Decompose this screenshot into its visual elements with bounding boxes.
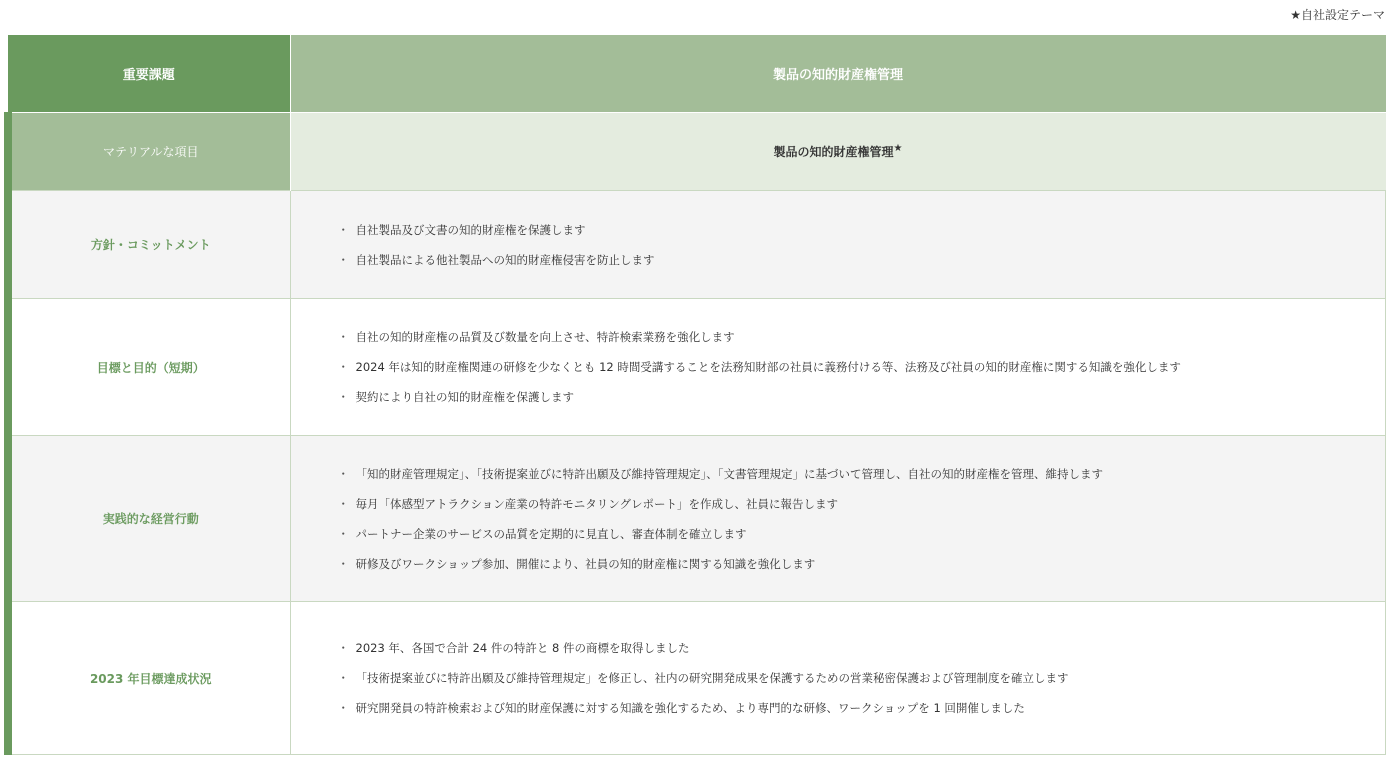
table-row bbox=[8, 299, 1386, 436]
row-content-policy bbox=[290, 191, 1386, 299]
list-item: ・ 自社製品及び文書の知的財産権を保護します bbox=[341, 215, 1386, 245]
row-label-actions: 実践的な経営行動 bbox=[8, 436, 290, 602]
row-label-achievement: 2023 年目標達成状況 bbox=[8, 602, 290, 755]
subheader-cell-material-item: マテリアルな項目 bbox=[8, 113, 290, 191]
header-cell-key-issue: 重要課題 bbox=[8, 35, 290, 113]
bullet-list bbox=[341, 633, 1386, 723]
list-item: ・ 契約により自社の知的財産権を保護します bbox=[341, 382, 1386, 412]
list-item: ・ 2023 年、各国で合計 24 件の特許と 8 件の商標を取得しました bbox=[341, 633, 1386, 663]
row-label-policy: 方針・コミットメント bbox=[8, 191, 290, 299]
custom-theme-note: ★自社設定テーマ bbox=[1290, 8, 1385, 22]
list-item: ・ 研究開発員の特許検索および知的財産保護に対する知識を強化するため、より専門的な研修、ワークショップを 1 回開催しました bbox=[341, 693, 1386, 723]
custom-theme-star: ★ bbox=[893, 143, 903, 154]
row-content-goals bbox=[290, 299, 1386, 436]
table-row bbox=[8, 436, 1386, 602]
list-item: ・ 2024 年は知的財産権関連の研修を少なくとも 12 時間受講することを法務知財部の社員に義務付ける等、法務及び社員の知的財産権に関する知識を強化します bbox=[341, 352, 1386, 382]
row-content-achievement bbox=[290, 602, 1386, 755]
row-content-actions bbox=[290, 436, 1386, 602]
table-row bbox=[8, 602, 1386, 755]
bullet-list bbox=[341, 215, 1386, 275]
row-label-goals: 目標と目的（短期） bbox=[8, 299, 290, 436]
table-subheader-row bbox=[8, 113, 1386, 191]
list-item: ・ 「知的財産管理規定」、「技術提案並びに特許出願及び維持管理規定」、「文書管理規定」に基づいて管理し、自社の知的財産権を管理、維持します bbox=[341, 459, 1386, 489]
list-item: ・ 自社の知的財産権の品質及び数量を向上させ、特許検索業務を強化します bbox=[341, 322, 1386, 352]
subheader-cell-material-topic bbox=[290, 113, 1386, 191]
material-topic-label: 製品の知的財産権管理 bbox=[773, 145, 894, 159]
header-cell-topic: 製品の知的財産権管理 bbox=[290, 35, 1386, 113]
list-item: ・ 「技術提案並びに特許出願及び維持管理規定」を修正し、社内の研究開発成果を保護するための営業秘密保護および管理制度を確立します bbox=[341, 663, 1386, 693]
list-item: ・ パートナー企業のサービスの品質を定期的に見直し、審査体制を確立します bbox=[341, 519, 1386, 549]
table-header-row bbox=[8, 35, 1386, 113]
table-row bbox=[8, 191, 1386, 299]
list-item: ・ 自社製品による他社製品への知的財産権侵害を防止します bbox=[341, 245, 1386, 275]
material-issue-table bbox=[4, 35, 1386, 755]
list-item: ・ 毎月「体感型アトラクション産業の特許モニタリングレポート」を作成し、社員に報告します bbox=[341, 489, 1386, 519]
bullet-list bbox=[341, 459, 1386, 579]
bullet-list bbox=[341, 322, 1386, 412]
list-item: ・ 研修及びワークショップ参加、開催により、社員の知的財産権に関する知識を強化します bbox=[341, 549, 1386, 579]
